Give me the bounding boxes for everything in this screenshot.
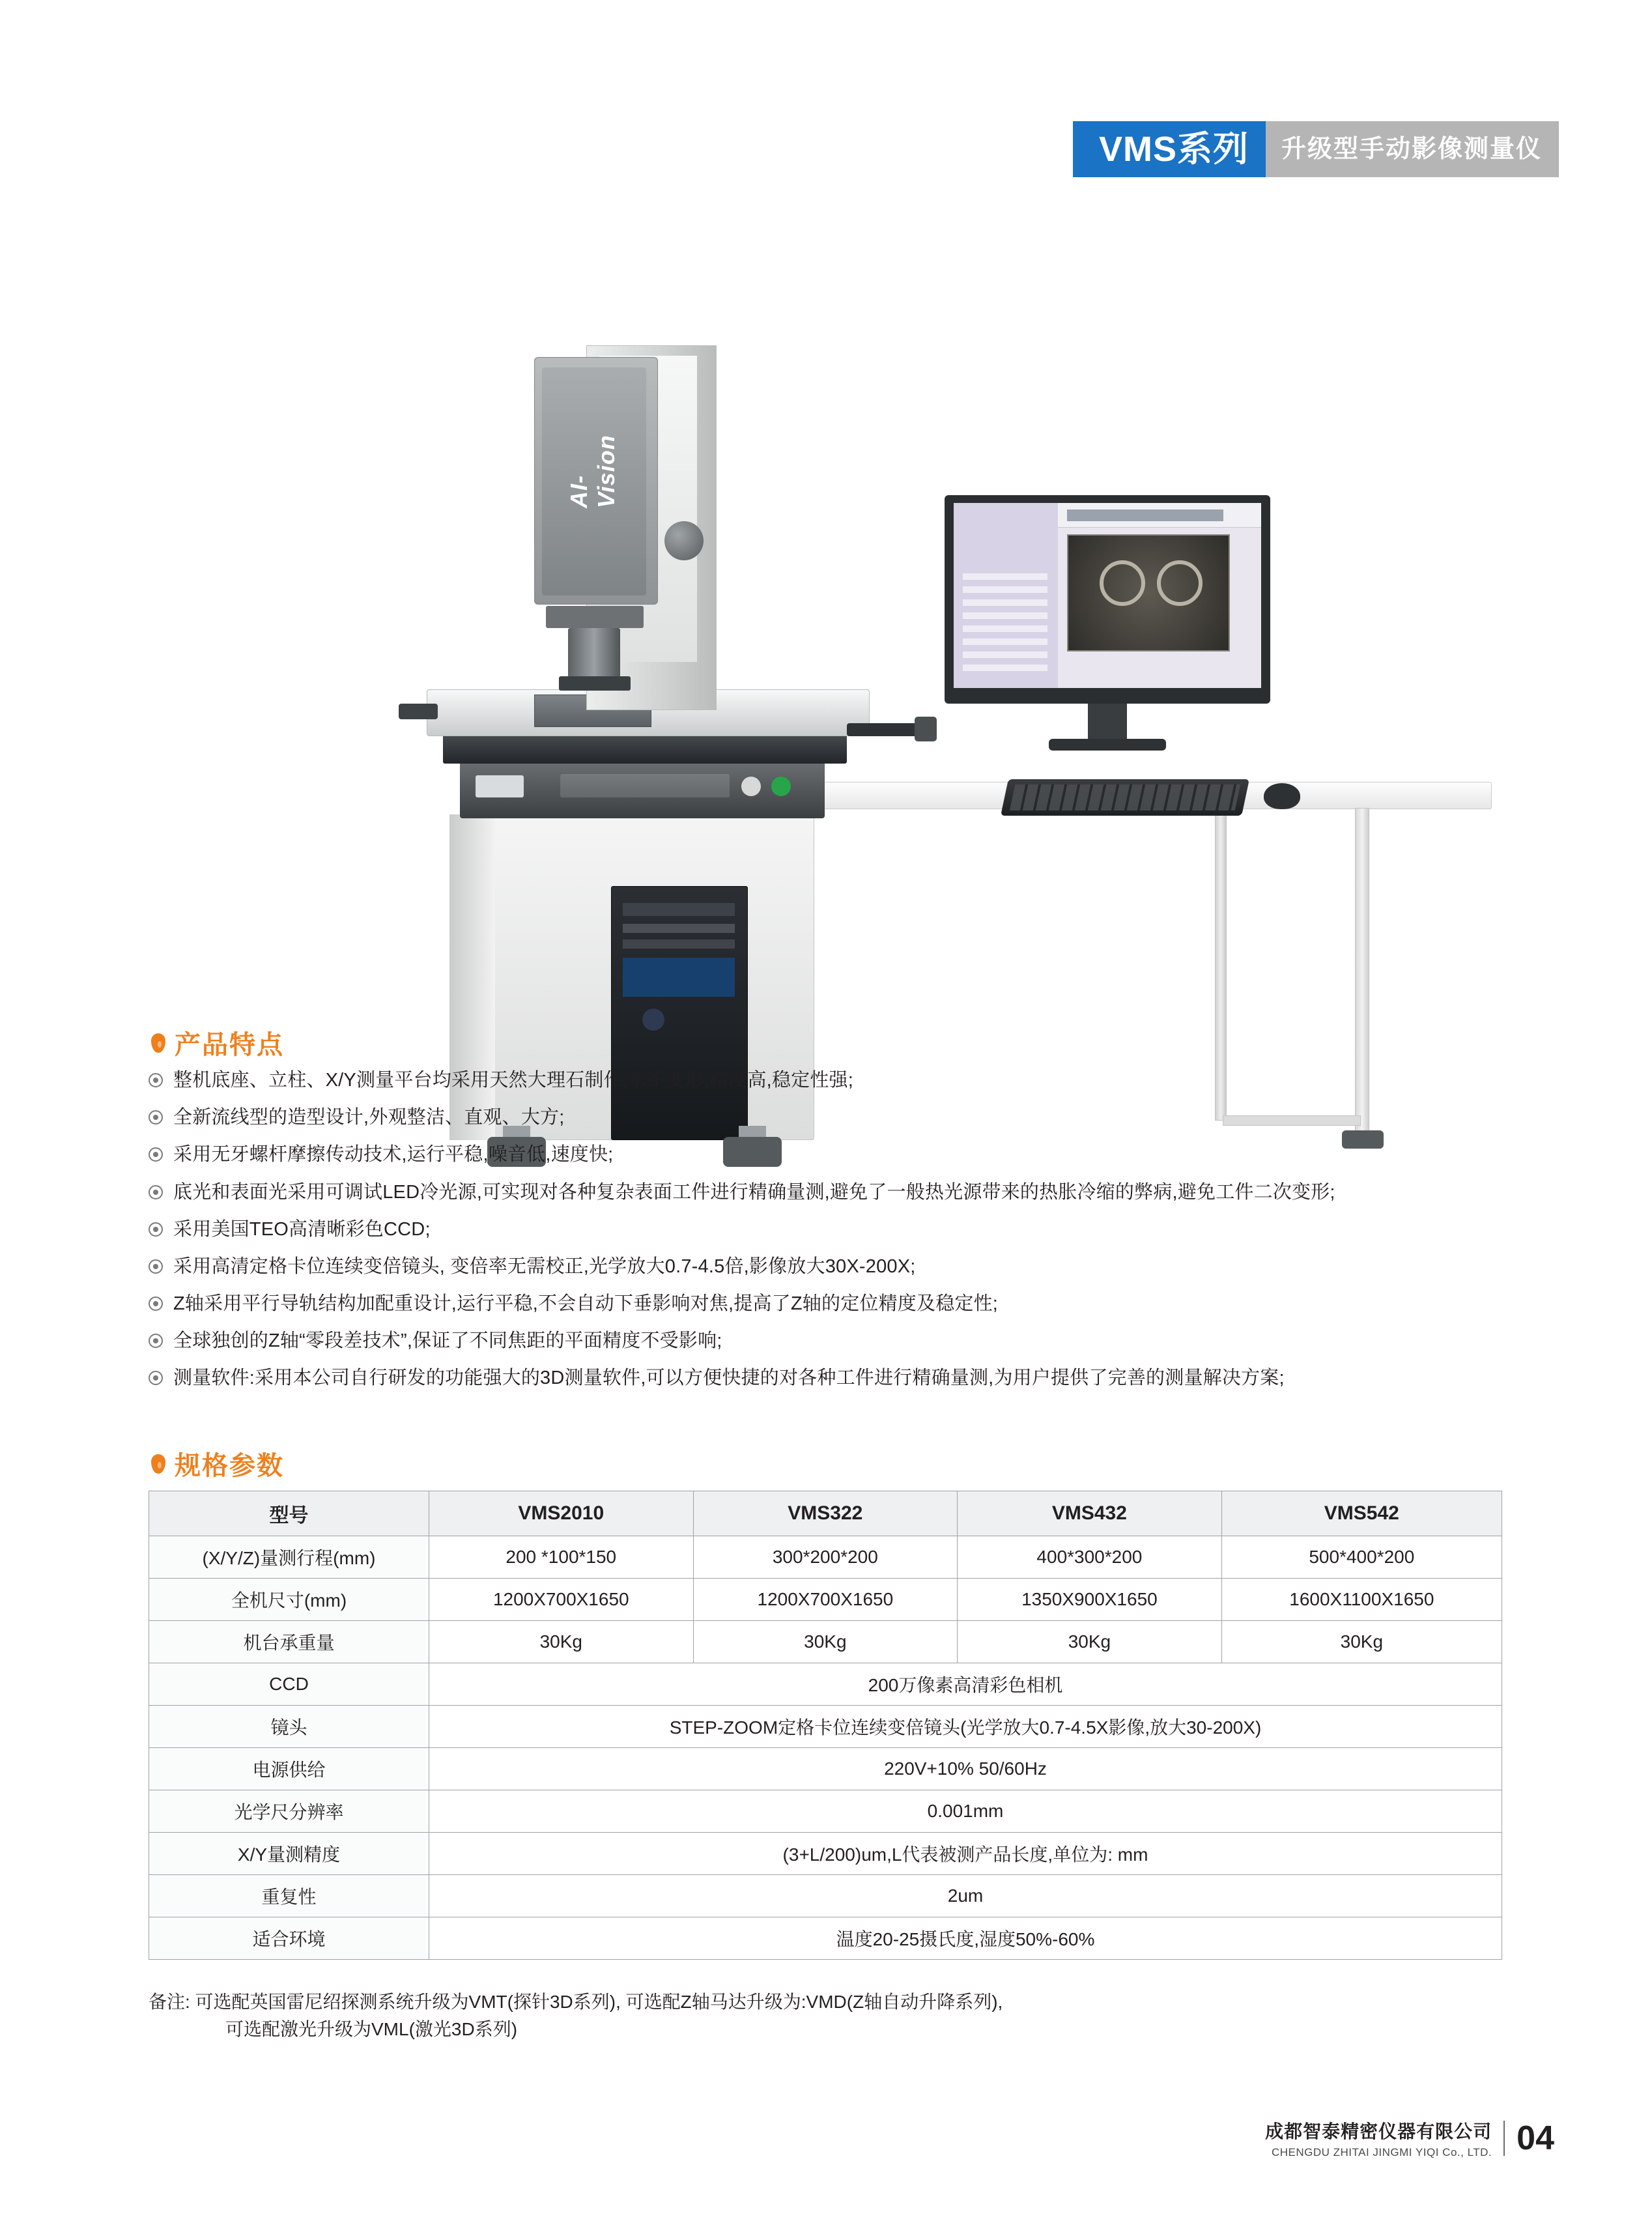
row-label: 光学尺分辨率 — [149, 1790, 429, 1833]
feature-text: 底光和表面光采用可调试LED冷光源,可实现对各种复杂表面工件进行精确量测,避免了一般热光源带来的热胀冷缩的弊病,避免工件二次变形; — [173, 1181, 1335, 1203]
row-cell: 500*400*200 — [1221, 1536, 1502, 1579]
pc-front-panel — [623, 958, 735, 997]
row-cell-merged: STEP-ZOOM定格卡位连续变倍镜头(光学放大0.7-4.5X影像,放大30-200X) — [429, 1706, 1502, 1748]
column-header-vms432: VMS432 — [958, 1491, 1222, 1536]
workpiece-hole — [1100, 560, 1145, 606]
bullet-icon — [149, 1259, 163, 1274]
row-cell-merged: 220V+10% 50/60Hz — [429, 1748, 1502, 1790]
pc-drive-bay — [623, 939, 735, 949]
feature-text: Z轴采用平行导轨结构加配重设计,运行平稳,不会自动下垂影响对焦,提高了Z轴的定位精度及稳定性; — [173, 1293, 999, 1315]
table-row — [149, 1833, 1502, 1875]
row-cell-merged: 2um — [429, 1875, 1502, 1917]
column-header-vms2010: VMS2010 — [429, 1491, 694, 1536]
row-label: X/Y量测精度 — [149, 1833, 429, 1875]
product-photo — [339, 208, 1355, 977]
bullet-icon — [149, 1147, 163, 1162]
note-line-2: 可选配激光升级为VML(激光3D系列) — [225, 2019, 518, 2039]
row-label: CCD — [149, 1663, 429, 1706]
table-row — [149, 1663, 1502, 1706]
machine-panel-label — [560, 774, 730, 797]
droplet-icon — [151, 1454, 165, 1474]
row-label: 适合环境 — [149, 1917, 429, 1960]
list-item — [149, 1365, 1536, 1392]
pc-drive-bay — [623, 903, 735, 916]
row-label: 机台承重量 — [149, 1621, 429, 1663]
list-item — [149, 1216, 1536, 1243]
table-row — [149, 1917, 1502, 1960]
bullet-icon — [149, 1371, 163, 1385]
column-header-vms322: VMS322 — [693, 1491, 958, 1536]
specifications-table — [149, 1491, 1502, 1960]
machine-panel-button-gray — [741, 777, 761, 796]
lens-ring-light — [559, 676, 631, 691]
row-cell: 1350X900X1650 — [958, 1579, 1222, 1621]
row-cell-merged: 温度20-25摄氏度,湿度50%-60% — [429, 1917, 1502, 1960]
page-header-banner — [1073, 121, 1559, 177]
row-label: 电源供给 — [149, 1748, 429, 1790]
row-label: (X/Y/Z)量测行程(mm) — [149, 1536, 429, 1579]
feature-text: 全球独创的Z轴“零段差技术”,保证了不同焦距的平面精度不受影响; — [173, 1330, 722, 1352]
row-cell: 30Kg — [958, 1621, 1222, 1663]
footer-divider — [1503, 2121, 1505, 2156]
header-title-block — [1073, 121, 1266, 177]
keyboard-keys — [1010, 784, 1241, 810]
row-cell: 30Kg — [1221, 1621, 1502, 1663]
table-row — [149, 1536, 1502, 1579]
table-row — [149, 1875, 1502, 1917]
software-data-rows — [963, 573, 1047, 671]
column-header-model: 型号 — [149, 1491, 429, 1536]
bullet-icon — [149, 1334, 163, 1348]
table-header-row — [149, 1491, 1502, 1536]
footer-company-en: CHENGDU ZHITAI JINGMI YIQI Co., LTD. — [1271, 2146, 1492, 2158]
row-cell: 200 *100*150 — [429, 1536, 694, 1579]
list-item — [149, 1104, 1536, 1131]
machine-logo-plate — [476, 775, 524, 797]
stage-handle-right — [847, 723, 925, 736]
row-cell: 1200X700X1650 — [429, 1579, 694, 1621]
bullet-icon — [149, 1073, 163, 1087]
row-cell: 300*200*200 — [693, 1536, 958, 1579]
list-item — [149, 1291, 1536, 1317]
table-row — [149, 1748, 1502, 1790]
features-list — [149, 1067, 1536, 1403]
list-item — [149, 1179, 1536, 1206]
focus-knob — [664, 521, 704, 560]
feature-text: 采用无牙螺杆摩擦传动技术,运行平稳,噪音低,速度快; — [173, 1144, 614, 1166]
mouse — [1264, 783, 1300, 809]
row-label: 镜头 — [149, 1706, 429, 1748]
row-cell: 30Kg — [693, 1621, 958, 1663]
table-row — [149, 1706, 1502, 1748]
machine-brand-label: AI-Vision — [565, 435, 620, 508]
row-cell-merged: 200万像素高清彩色相机 — [429, 1663, 1502, 1706]
header-subtitle-block — [1266, 121, 1559, 177]
monitor-base — [1049, 739, 1166, 751]
table-row — [149, 1621, 1502, 1663]
specs-heading-text: 规格参数 — [175, 1452, 284, 1480]
feature-text: 采用高清定格卡位连续变倍镜头, 变倍率无需校正,光学放大0.7-4.5倍,影像放大30X-200X; — [173, 1255, 916, 1277]
pc-drive-bay — [623, 924, 735, 933]
row-cell: 1200X700X1650 — [693, 1579, 958, 1621]
row-cell-merged: 0.001mm — [429, 1790, 1502, 1833]
list-item — [149, 1067, 1536, 1094]
feature-text: 采用美国TEO高清晰彩色CCD; — [173, 1218, 431, 1240]
row-cell: 1600X1100X1650 — [1221, 1579, 1502, 1621]
feature-text: 全新流线型的造型设计,外观整洁、直观、大方; — [173, 1107, 565, 1128]
optical-head-collar — [546, 606, 644, 628]
bullet-icon — [149, 1185, 163, 1199]
droplet-icon — [151, 1033, 165, 1053]
column-header-vms542: VMS542 — [1221, 1491, 1502, 1536]
software-camera-view — [1067, 534, 1230, 652]
page-number: 04 — [1517, 2119, 1554, 2157]
list-item — [149, 1254, 1536, 1280]
table-row — [149, 1790, 1502, 1833]
footer-company-block — [1265, 2117, 1492, 2159]
feature-text: 整机底座、立柱、X/Y测量平台均采用天然大理石制作,永不变形,精度高,稳定性强; — [173, 1070, 853, 1091]
specs-section-heading — [151, 1445, 284, 1482]
row-cell: 30Kg — [429, 1621, 694, 1663]
footer-company-cn: 成都智泰精密仪器有限公司 — [1265, 2121, 1492, 2142]
pc-power-button — [642, 1009, 664, 1031]
row-cell-merged: (3+L/200)um,L代表被测产品长度,单位为: mm — [429, 1833, 1502, 1875]
header-subtitle: 升级型手动影像测量仪 — [1281, 136, 1542, 163]
workpiece-hole — [1157, 560, 1203, 606]
bullet-icon — [149, 1110, 163, 1125]
row-label: 重复性 — [149, 1875, 429, 1917]
machine-panel-button-green — [771, 777, 791, 796]
feature-text: 测量软件:采用本公司自行研发的功能强大的3D测量软件,可以方便快捷的对各种工件进行精确量测,为用户提供了完善的测量解决方案; — [173, 1368, 1285, 1389]
features-section-heading — [151, 1024, 284, 1061]
page-footer — [1265, 2117, 1554, 2159]
stage-adjust-knob — [915, 717, 937, 741]
specs-note — [149, 1988, 1003, 2043]
list-item — [149, 1141, 1536, 1168]
features-heading-text: 产品特点 — [175, 1031, 284, 1059]
lens-tube — [568, 628, 620, 678]
monitor-neck — [1088, 704, 1127, 743]
row-label: 全机尺寸(mm) — [149, 1579, 429, 1621]
list-item — [149, 1328, 1536, 1354]
table-row — [149, 1579, 1502, 1621]
row-cell: 400*300*200 — [958, 1536, 1222, 1579]
bullet-icon — [149, 1297, 163, 1311]
bullet-icon — [149, 1222, 163, 1237]
header-title: VMS系列 — [1098, 130, 1249, 169]
software-toolbar — [1067, 509, 1223, 521]
note-line-1: 备注: 可选配英国雷尼绍探测系统升级为VMT(探针3D系列), 可选配Z轴马达升级为:VMD(Z轴自动升降系列), — [149, 1992, 1003, 2012]
stage-handle-left — [399, 704, 438, 719]
